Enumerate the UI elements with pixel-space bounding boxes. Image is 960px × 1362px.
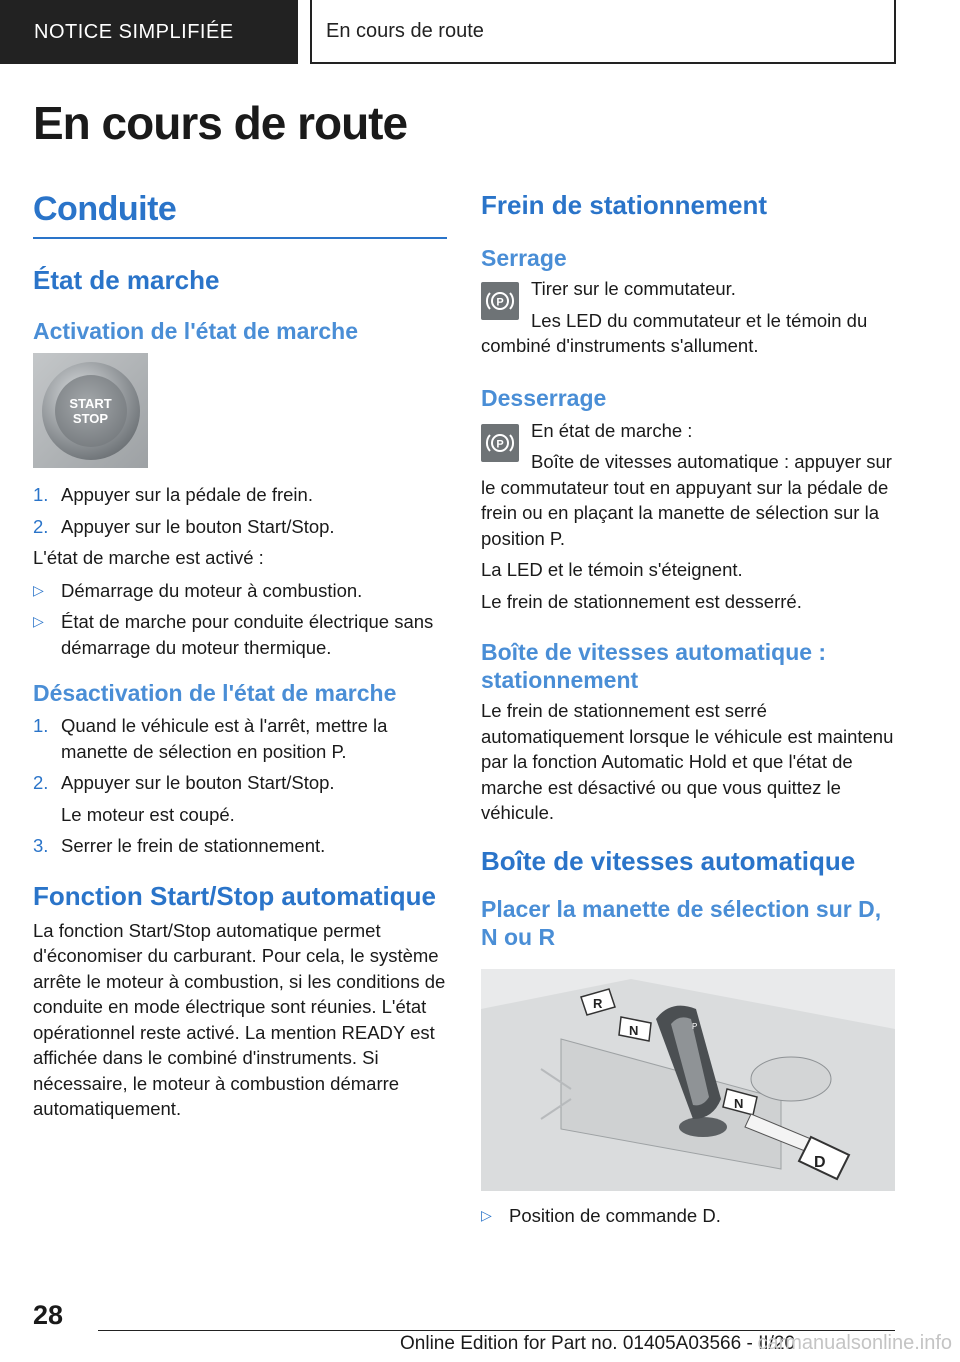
step-number: 3. [33, 835, 49, 856]
list-item [33, 833, 447, 859]
list-item [33, 770, 447, 796]
header-chapter: En cours de route [310, 0, 896, 64]
left-column [33, 190, 447, 1122]
start-stop-face [55, 375, 127, 447]
watermark: carmanualsonline.info [757, 1332, 952, 1354]
svg-text:P: P [496, 438, 504, 450]
list-item [33, 482, 447, 508]
bullet-triangle-icon: ▷ [481, 1206, 492, 1223]
bullet-text: État de marche pour conduite électrique sans démarrage du moteur thermique. [61, 611, 434, 658]
heading-boite-stationnement: Boîte de vitesses automatique : stationnement [481, 639, 827, 693]
list-item [481, 1203, 895, 1229]
gear-n2-label: N [734, 1095, 744, 1111]
bullet-text: Position de commande D. [509, 1204, 721, 1226]
desserrage-line-2: Boîte de vitesses automatique : appuyer sur le commutateur tout en appuyant sur la pédale de frein ou en plaçant la manette de sélection sur la position P. [481, 451, 892, 549]
start-stop-paragraph: La fonction Start/Stop automatique permet d'économiser du carburant. Pour cela, le système arrête le moteur à combustion, si les conditions de conduite en mode électrique sont réunies. L'état opérationnel reste activé. La mention READY est affichée dans le combiné d'instruments. Si nécessaire, le moteur à combustion démarre automatiquement. [33, 919, 446, 1119]
desserrage-line-1: En état de marche : [531, 419, 693, 441]
boite-stationnement-paragraph: Le frein de stationnement est serré automatiquement lorsque le véhicule est maintenu par la fonction Automatic Hold et que l'état de marche est désactivé ou que vous quittez le véhicule. [481, 700, 894, 823]
heading-etat-de-marche: État de marche [33, 265, 220, 295]
step-text: Serrer le frein de stationnement. [61, 835, 326, 856]
page-title: En cours de route [33, 97, 408, 149]
list-item [33, 578, 447, 604]
gear-d-label: D [814, 1153, 826, 1171]
heading-conduite: Conduite [33, 190, 447, 239]
parking-brake-icon [481, 424, 519, 462]
heading-placer-manette: Placer la manette de sélection sur D, N ou R [481, 895, 882, 950]
start-stop-ring [42, 362, 140, 460]
right-column [481, 190, 895, 1228]
footer-edition: Online Edition for Part no. 01405A03566 - II/20 [400, 1333, 796, 1354]
heading-serrage: Serrage [481, 245, 567, 271]
bullet-triangle-icon: ▷ [33, 581, 44, 598]
step-text: Appuyer sur le bouton Start/Stop. [61, 515, 335, 537]
start-stop-button-image [33, 353, 148, 468]
gear-p-label: P [692, 1021, 698, 1031]
heading-desserrage: Desserrage [481, 384, 607, 411]
start-label: START [69, 395, 112, 411]
svg-text:P: P [496, 296, 504, 309]
heading-boite-vitesses: Boîte de vitesses automatique [481, 845, 856, 876]
desserrage-line-4: Le frein de stationnement est desserré. [481, 590, 802, 612]
heading-frein-stationnement: Frein de stationnement [481, 190, 768, 220]
step-number: 2. [33, 772, 49, 793]
step-number: 2. [33, 515, 49, 537]
footer-divider [98, 1330, 895, 1331]
serrage-line-1: Tirer sur le commutateur. [531, 278, 736, 299]
step-text: Appuyer sur la pédale de frein. [61, 484, 313, 505]
list-item [33, 609, 447, 660]
desactivation-note: Le moteur est coupé. [61, 803, 235, 825]
header-section-tab: NOTICE SIMPLIFIÉE [0, 0, 298, 64]
step-number: 1. [33, 715, 49, 736]
heading-activation: Activation de l'état de marche [33, 318, 359, 344]
heading-desactivation: Désactivation de l'état de marche [33, 680, 397, 706]
desserrage-line-3: La LED et le témoin s'éteignent. [481, 559, 743, 580]
gear-n-label: N [629, 1022, 639, 1038]
serrage-line-2: Les LED du commutateur et le témoin du combiné d'instruments s'allument. [481, 309, 868, 356]
gear-selector-image [481, 969, 895, 1191]
list-item [33, 514, 447, 540]
step-number: 1. [33, 484, 49, 505]
stop-label: STOP [72, 410, 109, 426]
list-item [33, 713, 447, 764]
activation-result: L'état de marche est activé : [33, 547, 264, 568]
bullet-text: Démarrage du moteur à combustion. [61, 579, 363, 601]
gear-r-label: R [593, 995, 603, 1011]
bullet-triangle-icon: ▷ [33, 613, 44, 629]
step-text: Appuyer sur le bouton Start/Stop. [61, 772, 335, 793]
page-number: 28 [33, 1300, 64, 1330]
step-text: Quand le véhicule est à l'arrêt, mettre la manette de sélection en position P. [61, 715, 388, 762]
parking-brake-icon [481, 282, 519, 320]
heading-start-stop-auto: Fonction Start/Stop automatique [33, 880, 436, 911]
